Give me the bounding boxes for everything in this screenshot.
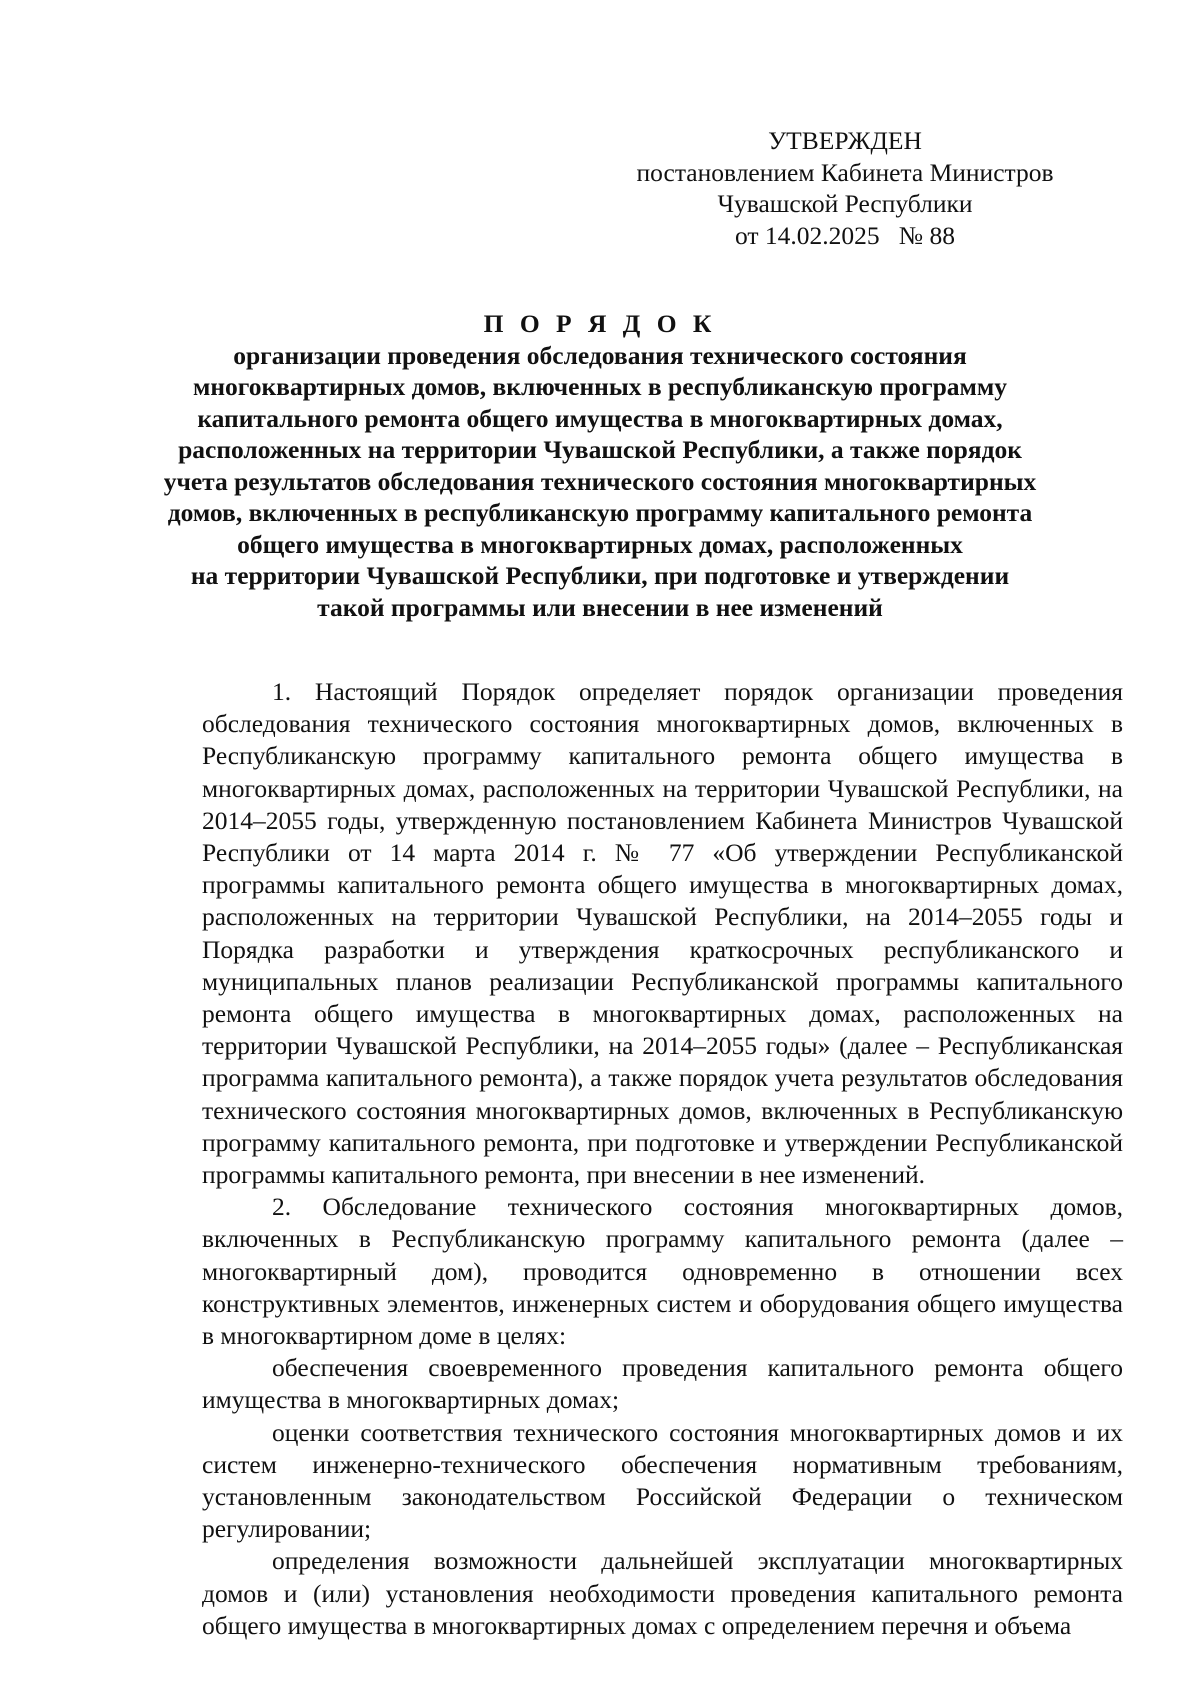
subtitle-line: общего имущества в многоквартирных домах, расположенных	[237, 529, 963, 559]
approval-authority: постановлением Кабинета Министров	[636, 157, 1054, 187]
subtitle-line: многоквартирных домов, включенных в республиканскую программу	[192, 372, 1008, 401]
document-body	[202, 676, 1123, 1642]
subtitle-line: домов, включенных в республиканскую программу капитального ремонта	[167, 498, 1033, 527]
subtitle-line: организации проведения обследования технического состояния	[233, 340, 967, 370]
paragraph-1: 1. Настоящий Порядок определяет порядок организации проведения обследования технического состояния многоквартирных домов, включенных в Республиканскую программу капитального ремонта общего имущества в многоквартирных домах, расположенных на территории Чувашской Республики, на 2014–2055 годы, утвержденную постановлением Кабинета Министров Чувашской Республики от 14 марта 2014 г. № 77 «Об утверждении Республиканской программы капитального ремонта общего имущества в многоквартирных домах, расположенных на территории Чувашской Республики, на 2014–2055 годы и Порядка разработки и утверждения краткосрочных республиканского и муниципальных планов реализации Республиканской программы капитального ремонта общего имущества в многоквартирных домах, расположенных на территории Чувашской Республики, на 2014–2055 годы» (далее – Республиканская программа капитального ремонта), а также порядок учета результатов обследования технического состояния многоквартирных домов, включенных в Республиканскую программу капитального ремонта, при подготовке и утверждении Республиканской программы капитального ремонта, при внесении в нее изменений.	[202, 677, 1123, 1190]
paragraph-purpose-2: оценки соответствия технического состояния многоквартирных домов и их систем инженерно-технического обеспечения нормативным требованиям, установленным законодательством Российской Федерации о техническом регулировании;	[202, 1417, 1123, 1544]
approval-region: Чувашской Республики	[717, 189, 973, 218]
approval-block	[630, 125, 1060, 251]
document-heading	[160, 308, 1040, 623]
document-title: П О Р Я Д О К	[483, 309, 717, 338]
paragraph-2: 2. Обследование технического состояния многоквартирных домов, включенных в Республиканскую программу капитального ремонта (далее – многоквартирный дом), проводится одновременно в отношении всех конструктивных элементов, инженерных систем и оборудования общего имущества в многоквартирном доме в целях:	[202, 1192, 1123, 1351]
paragraph-purpose-3: определения возможности дальнейшей эксплуатации многоквартирных домов и (или) установления необходимости проведения капитального ремонта общего имущества в многоквартирных домах с определением перечня и объема	[202, 1546, 1123, 1640]
subtitle-line: капитального ремонта общего имущества в многоквартирных домах,	[197, 403, 1003, 433]
subtitle-line: такой программы или внесении в нее изменений	[317, 592, 883, 622]
subtitle-line: расположенных на территории Чувашской Республики, а также порядок	[178, 435, 1022, 464]
paragraph-purpose-1: обеспечения своевременного проведения капитального ремонта общего имущества в многоквартирных домах;	[202, 1353, 1123, 1415]
subtitle-line: на территории Чувашской Республики, при подготовке и утверждении	[190, 561, 1010, 590]
approval-status: УТВЕРЖДЕН	[768, 126, 922, 155]
subtitle-line: учета результатов обследования технического состояния многоквартирных	[163, 466, 1037, 496]
approval-date-number: от 14.02.2025 № 88	[734, 220, 955, 250]
